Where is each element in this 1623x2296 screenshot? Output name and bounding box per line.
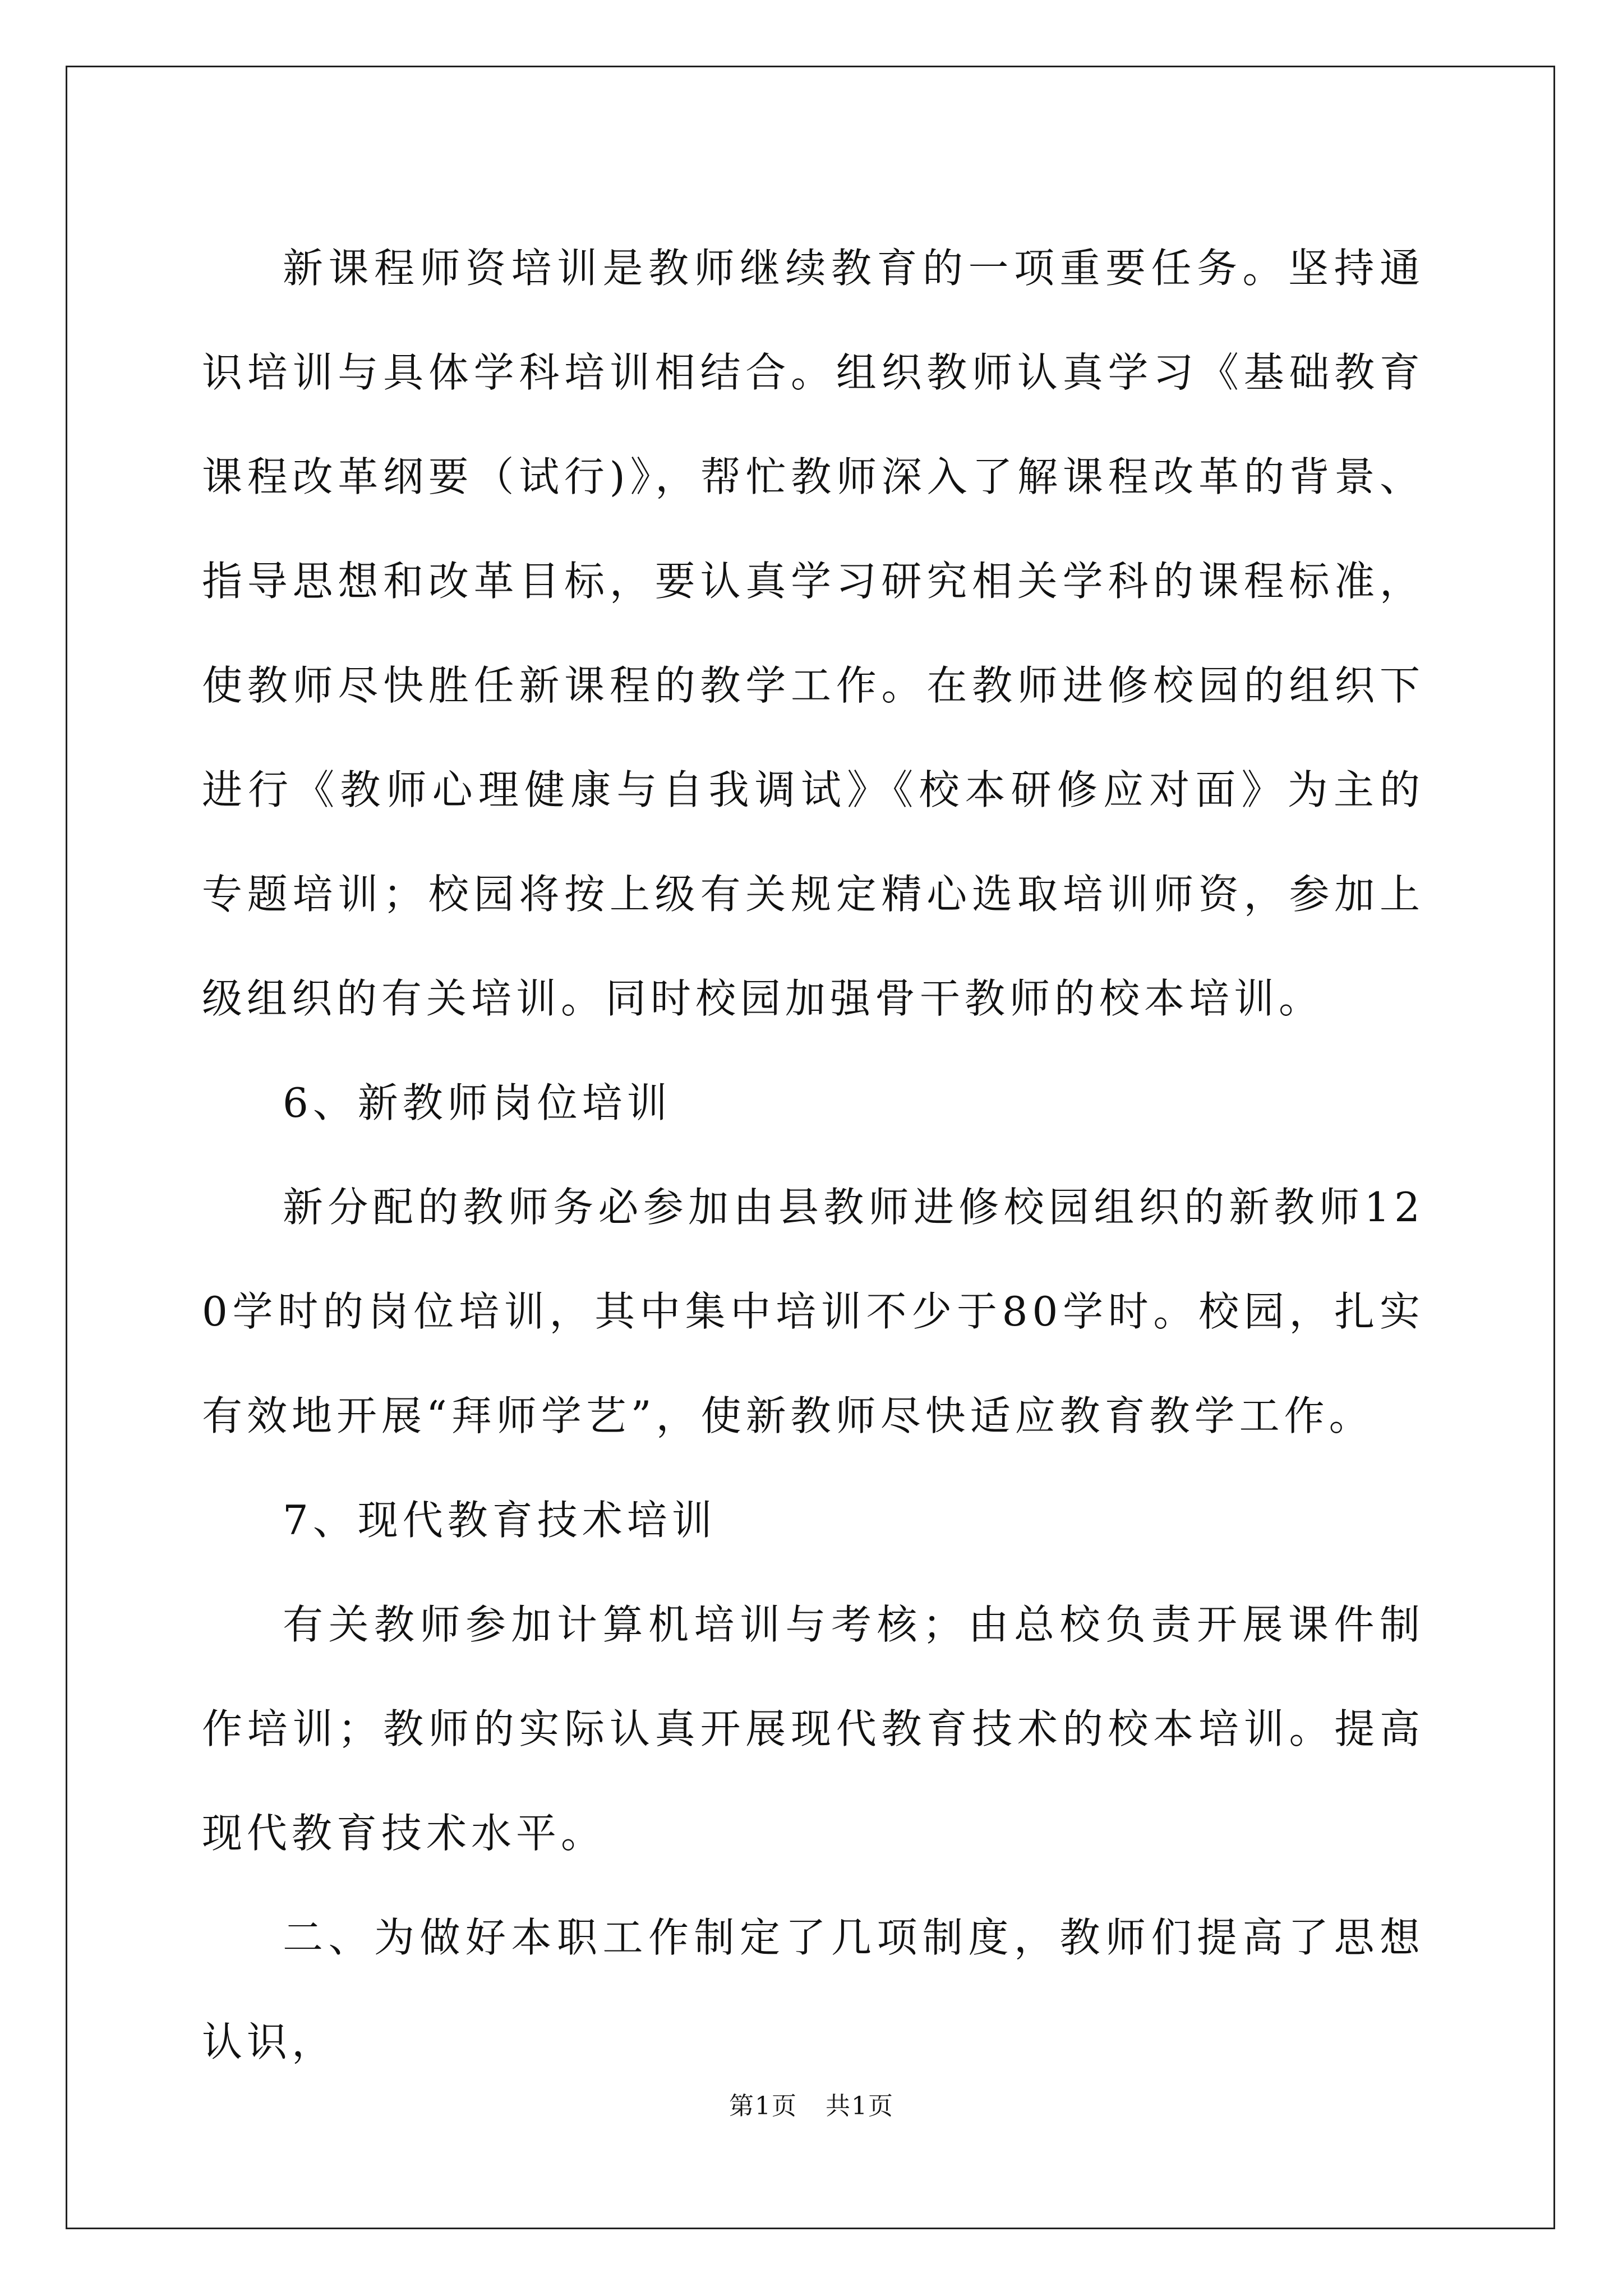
document-body	[202, 216, 1424, 2094]
page-number-current: 第1页	[729, 2092, 797, 2120]
paragraph-teacher-training: 新课程师资培训是教师继续教育的一项重要任务。坚持通识培训与具体学科培训相结合。组织教师认真学习《基础教育课程改革纲要（试行)》，帮忙教师深入了解课程改革的背景、指导思想和改革目标，要认真学习研究相关学科的课程标准，使教师尽快胜任新课程的教学工作。在教师进修校园的组织下进行《教师心理健康与自我调试》《校本研修应对面》为主的专题培训；校园将按上级有关规定精心选取培训师资，参加上级组织的有关培训。同时校园加强骨干教师的校本培训。	[202, 245, 1424, 1022]
paragraph-modern-edu-tech: 有关教师参加计算机培训与考核；由总校负责开展课件制作培训；教师的实际认真开展现代教育技术的校本培训。提高现代教育技术水平。	[202, 1601, 1424, 1857]
page-number-total: 共1页	[826, 2092, 894, 2120]
paragraph-section-two: 二、为做好本职工作制定了几项制度，教师们提高了思想认识，	[202, 1914, 1424, 2065]
heading-new-teacher-training: 6、新教师岗位培训	[283, 1079, 672, 1126]
page-footer	[0, 2090, 1623, 2123]
paragraph-new-teacher-training: 新分配的教师务必参加由县教师进修校园组织的新教师120学时的岗位培训，其中集中培训不少于80学时。校园，扎实有效地开展“拜师学艺”，使新教师尽快适应教育教学工作。	[202, 1184, 1424, 1439]
heading-modern-edu-tech: 7、现代教育技术培训	[283, 1497, 717, 1544]
